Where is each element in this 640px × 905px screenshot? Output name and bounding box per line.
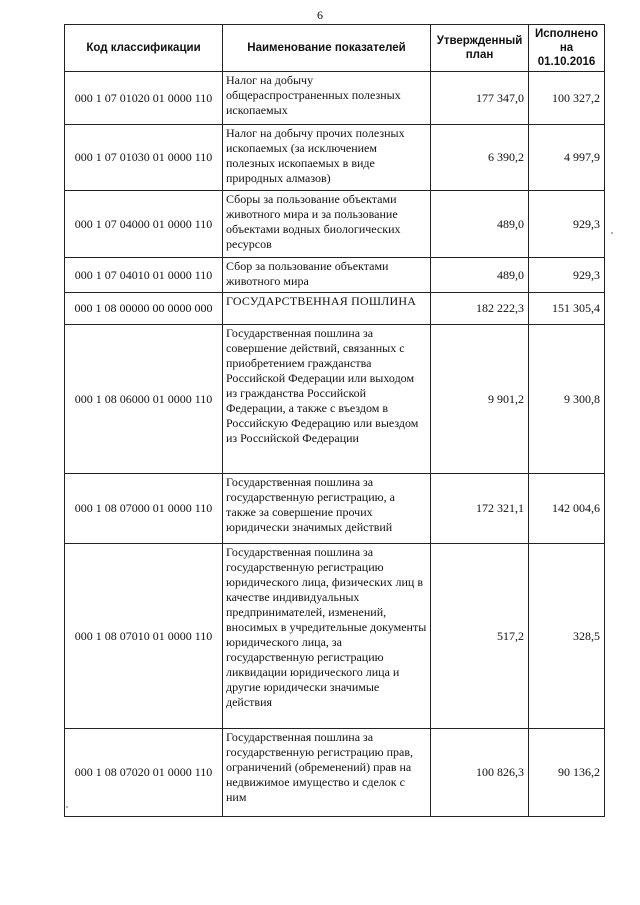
indicator-name: ГОСУДАРСТВЕННАЯ ПОШЛИНА [223, 293, 431, 325]
header-code: Код классификации [65, 25, 223, 72]
executed-value: 9 300,8 [529, 325, 605, 474]
approved-plan-value: 172 321,1 [431, 474, 529, 544]
table-row [65, 258, 605, 293]
classification-code: 000 1 08 07010 01 0000 110 [65, 544, 223, 729]
table-row [65, 729, 605, 817]
approved-plan-value: 100 826,3 [431, 729, 529, 817]
table-row [65, 544, 605, 729]
classification-code: 000 1 08 00000 00 0000 000 [65, 293, 223, 325]
scan-speck [611, 232, 613, 234]
executed-value: 328,5 [529, 544, 605, 729]
approved-plan-value: 517,2 [431, 544, 529, 729]
executed-value: 100 327,2 [529, 72, 605, 125]
indicator-name: Государственная пошлина за государственную регистрацию, а также за совершение прочих юридически значимых действий [223, 474, 431, 544]
approved-plan-value: 6 390,2 [431, 125, 529, 191]
header-name: Наименование показателей [223, 25, 431, 72]
indicator-name: Налог на добычу прочих полезных ископаемых (за исключением полезных ископаемых в виде природных алмазов) [223, 125, 431, 191]
approved-plan-value: 9 901,2 [431, 325, 529, 474]
approved-plan-value: 489,0 [431, 258, 529, 293]
table-row [65, 125, 605, 191]
table-header-row [65, 25, 605, 72]
indicator-name: Государственная пошлина за совершение действий, связанных с приобретением гражданства Российской Федерации или выходом из гражданства Российской Федерации, а также с въездом в Российскую Федерацию или выездом из Российской Федерации [223, 325, 431, 474]
approved-plan-value: 182 222,3 [431, 293, 529, 325]
indicator-name: Государственная пошлина за государственную регистрацию прав, ограничений (обременений) прав на недвижимое имущество и сделок с ним [223, 729, 431, 817]
table-row [65, 191, 605, 258]
table-row [65, 293, 605, 325]
executed-value: 4 997,9 [529, 125, 605, 191]
classification-code: 000 1 08 07000 01 0000 110 [65, 474, 223, 544]
header-plan: Утвержденный план [431, 25, 529, 72]
indicator-name: Налог на добычу общераспространенных полезных ископаемых [223, 72, 431, 125]
executed-value: 929,3 [529, 258, 605, 293]
table-row [65, 474, 605, 544]
indicator-name: Государственная пошлина за государственную регистрацию юридического лица, физических лиц в качестве индивидуальных предпринимателей, изменений, вносимых в учредительные документы юридического лица, за государственную регистрацию ликвидации юридического лица и другие юридически значимые действия [223, 544, 431, 729]
approved-plan-value: 177 347,0 [431, 72, 529, 125]
header-executed: Исполнено на 01.10.2016 [529, 25, 605, 72]
executed-value: 90 136,2 [529, 729, 605, 817]
executed-value: 929,3 [529, 191, 605, 258]
table-row [65, 72, 605, 125]
indicator-name: Сбор за пользование объектами животного мира [223, 258, 431, 293]
executed-value: 151 305,4 [529, 293, 605, 325]
budget-table [64, 24, 605, 817]
indicator-name: Сборы за пользование объектами животного мира и за пользование объектами водных биологических ресурсов [223, 191, 431, 258]
table-row [65, 325, 605, 474]
scan-speck [66, 806, 68, 808]
classification-code: 000 1 07 01030 01 0000 110 [65, 125, 223, 191]
classification-code: 000 1 08 06000 01 0000 110 [65, 325, 223, 474]
page-number: 6 [317, 8, 323, 22]
approved-plan-value: 489,0 [431, 191, 529, 258]
classification-code: 000 1 07 04000 01 0000 110 [65, 191, 223, 258]
classification-code: 000 1 08 07020 01 0000 110 [65, 729, 223, 817]
classification-code: 000 1 07 04010 01 0000 110 [65, 258, 223, 293]
classification-code: 000 1 07 01020 01 0000 110 [65, 72, 223, 125]
executed-value: 142 004,6 [529, 474, 605, 544]
